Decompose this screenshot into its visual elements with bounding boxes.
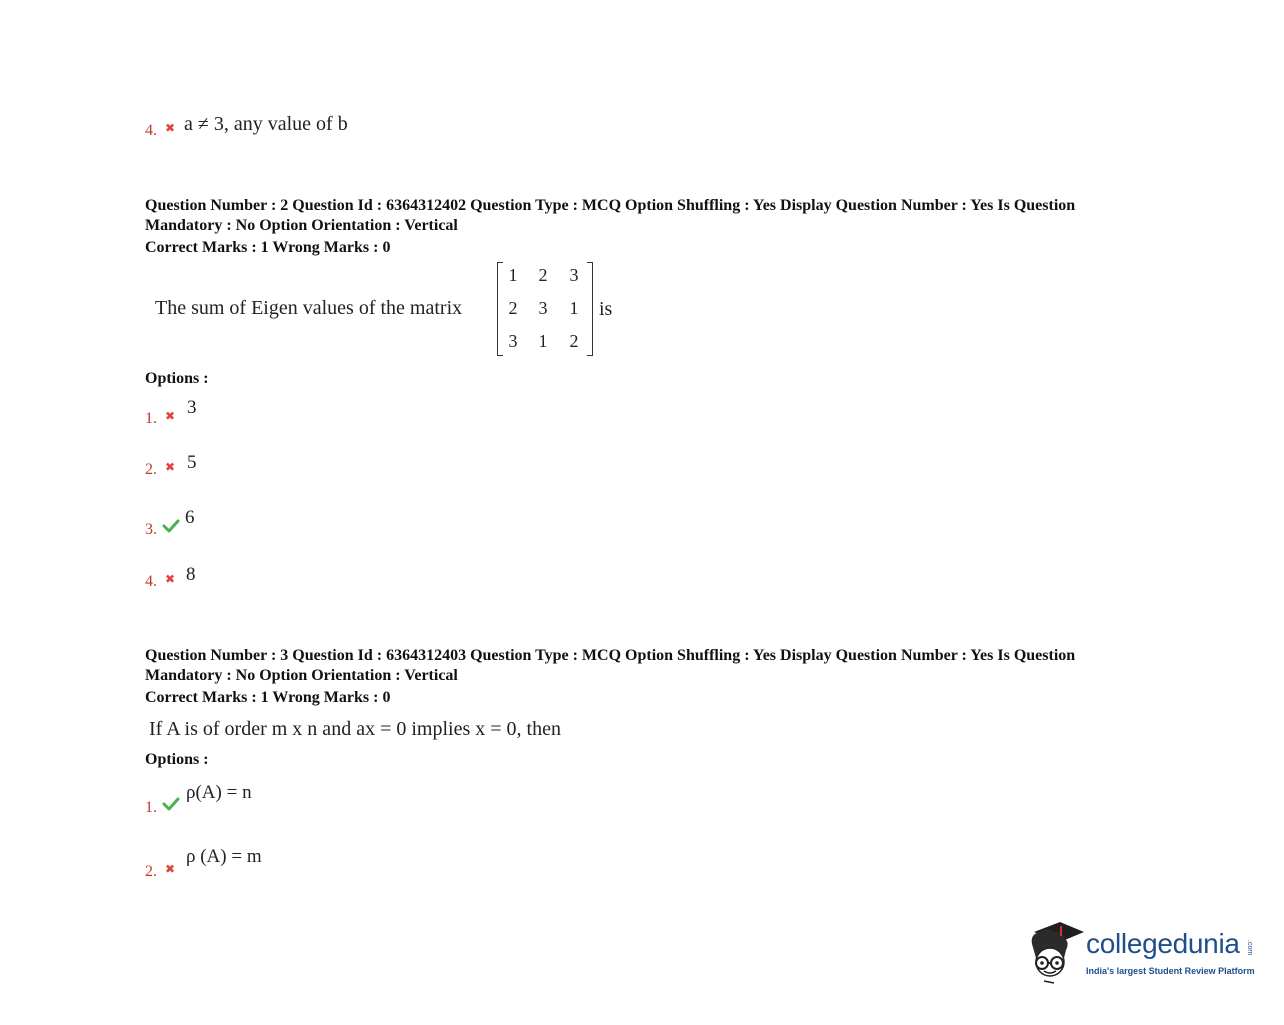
- option-number: 2.: [145, 863, 157, 880]
- q2-marks: Correct Marks : 1 Wrong Marks : 0: [145, 239, 391, 256]
- q3-meta-line2: Mandatory : No Option Orientation : Vertical: [145, 667, 458, 684]
- q2-stem: The sum of Eigen values of the matrix: [155, 297, 463, 319]
- q2-metadata: [145, 196, 1185, 236]
- wrong-mark-icon: ✖: [165, 862, 176, 876]
- q2-stem-suffix: is: [599, 298, 613, 320]
- option-text: a ≠ 3, any value of b: [184, 113, 348, 135]
- q3-meta-line1: Question Number : 3 Question Id : 6364312403 Question Type : MCQ Option Shuffling : Yes Display Question Number : Yes Is Question: [145, 647, 1076, 664]
- eigen-matrix: [497, 262, 593, 356]
- matrix-cell: 2: [569, 331, 579, 351]
- option-value: ρ (A) = m: [186, 846, 262, 867]
- option-number: 1.: [145, 410, 157, 427]
- matrix-cell: 2: [538, 265, 548, 285]
- q3-marks: Correct Marks : 1 Wrong Marks : 0: [145, 689, 391, 706]
- logo-name: collegedunia: [1086, 928, 1240, 959]
- correct-check-icon: [162, 519, 180, 533]
- option-number: 4.: [145, 122, 157, 139]
- correct-check-icon: [162, 797, 180, 811]
- wrong-mark-icon: ✖: [165, 460, 176, 474]
- matrix-cell: 1: [508, 265, 518, 285]
- option-value: 6: [185, 507, 195, 528]
- matrix-cell: 1: [538, 331, 548, 351]
- matrix-cell: 2: [508, 298, 518, 318]
- option-value: 8: [186, 564, 196, 585]
- option-number: 3.: [145, 521, 157, 538]
- option-value: ρ(A) = n: [186, 782, 252, 803]
- matrix-cell: 3: [569, 265, 579, 285]
- wrong-mark-icon: ✖: [165, 409, 176, 423]
- q2-options-label: Options :: [145, 370, 209, 387]
- option-value: 3: [187, 397, 197, 418]
- option-number: 2.: [145, 461, 157, 478]
- option-value: 5: [187, 452, 197, 473]
- option-number: 4.: [145, 573, 157, 590]
- mascot-icon: [1024, 918, 1086, 986]
- q2-meta-line2: Mandatory : No Option Orientation : Vertical: [145, 217, 458, 234]
- matrix-cell: 3: [508, 331, 518, 351]
- q2-meta-line1: Question Number : 2 Question Id : 6364312402 Question Type : MCQ Option Shuffling : Yes Display Question Number : Yes Is Question: [145, 197, 1076, 214]
- logo-tagline: India's largest Student Review Platform: [1086, 966, 1255, 976]
- matrix-cell: 3: [538, 298, 548, 318]
- matrix-right-bracket: [587, 262, 593, 356]
- wrong-mark-icon: ✖: [165, 121, 176, 135]
- option-number: 1.: [145, 799, 157, 816]
- matrix-cell: 1: [569, 298, 579, 318]
- collegedunia-logo: [1024, 918, 1264, 988]
- q3-options-label: Options :: [145, 751, 209, 768]
- wrong-mark-icon: ✖: [165, 572, 176, 586]
- q3-metadata: [145, 646, 1185, 686]
- logo-suffix: .com: [1246, 940, 1253, 956]
- q3-stem: If A is of order m x n and ax = 0 implies x = 0, then: [149, 718, 561, 740]
